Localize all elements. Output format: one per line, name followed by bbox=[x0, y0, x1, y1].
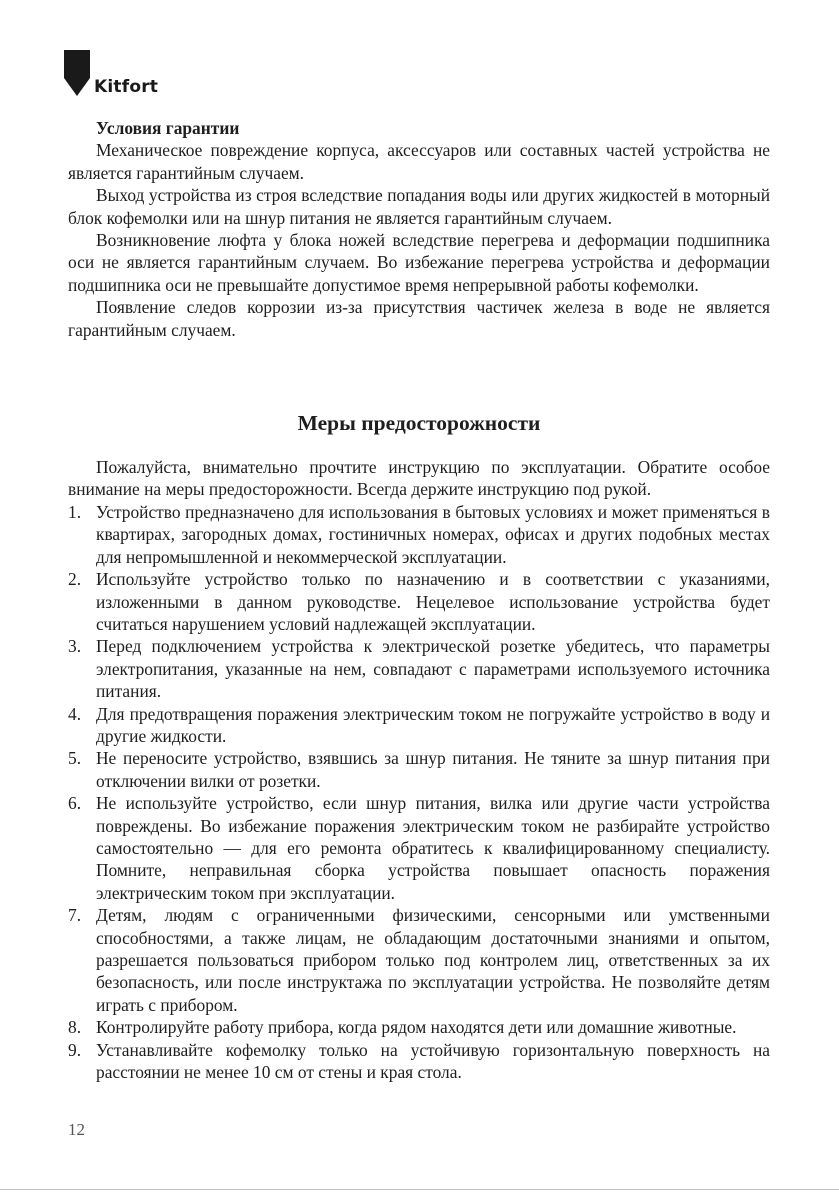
list-item bbox=[68, 568, 770, 635]
list-item bbox=[68, 635, 770, 702]
warranty-paragraph: Возникновение люфта у блока ножей вследствие перегрева и деформации подшипника оси не является гарантийным случаем. Во избежание перегрева устройства и деформации подшипника оси не превышайте допустимое время непрерывной работы кофемолки. bbox=[68, 230, 770, 295]
list-item bbox=[68, 792, 770, 904]
list-item-text: Устанавливайте кофемолку только на устойчивую горизонтальную поверхность на расстоянии не менее 10 см от стены и края стола. bbox=[96, 1039, 770, 1083]
list-item-text: Не используйте устройство, если шнур питания, вилка или другие части устройства повреждены. Во избежание поражения электрическим током не разбирайте устройство самостоятельно — для его ремонта обратитесь к квалифицированному специалисту. Помните, неправильная сборка устройства повышает опасность поражения электрическим током при эксплуатации. bbox=[96, 793, 770, 903]
precautions-title: Меры предосторожности bbox=[297, 411, 541, 436]
list-item bbox=[68, 501, 770, 568]
list-item-number: 5. bbox=[68, 748, 82, 769]
warranty-heading: Условия гарантии bbox=[96, 118, 240, 138]
list-item-text: Используйте устройство только по назначению и в соответствии с указаниями, изложенными в данном руководстве. Нецелевое использование устройства будет считаться нарушением условий надлежащей эксплуатации. bbox=[96, 569, 770, 634]
list-item-text: Детям, людям с ограниченными физическими, сенсорными или умственными способностями, а также лицам, не обладающим достаточными знаниями и опытом, разрешается пользоваться прибором только под контролем лиц, ответственных за их безопасность, или после инструктажа по эксплуатации устройства. Не позволяйте детям играть с прибором. bbox=[96, 905, 770, 1015]
precautions-intro-block bbox=[68, 456, 770, 501]
bottom-divider bbox=[0, 1189, 839, 1190]
list-item-number: 6. bbox=[68, 793, 82, 814]
list-item bbox=[68, 1016, 770, 1038]
list-item bbox=[68, 703, 770, 748]
brand-name: Kitfort bbox=[94, 77, 159, 97]
warranty-paragraph: Механическое повреждение корпуса, аксессуаров или составных частей устройства не является гарантийным случаем. bbox=[68, 140, 770, 183]
list-item bbox=[68, 747, 770, 792]
list-item bbox=[68, 904, 770, 1016]
list-item-number: 7. bbox=[68, 905, 82, 926]
page-content bbox=[68, 117, 770, 1083]
list-item-number: 1. bbox=[68, 501, 82, 522]
list-item-number: 8. bbox=[68, 1017, 82, 1038]
list-item-text: Устройство предназначено для использования в бытовых условиях и может применяться в квартирах, загородных домах, гостиничных номерах, офисах и других подобных местах для непромышленной и некоммерческой эксплуатации. bbox=[96, 501, 770, 567]
list-item bbox=[68, 1039, 770, 1084]
precautions-intro: Пожалуйста, внимательно прочтите инструкцию по эксплуатации. Обратите особое внимание на меры предосторожности. Всегда держите инструкцию под рукой. bbox=[68, 457, 770, 500]
list-item-text: Перед подключением устройства к электрической розетке убедитесь, что параметры электропитания, указанные на нем, совпадают с параметрами используемого источника питания. bbox=[96, 636, 770, 702]
list-item-number: 2. bbox=[68, 569, 82, 590]
precautions-list bbox=[68, 501, 770, 1084]
page-number: 12 bbox=[68, 1120, 85, 1139]
kitfort-logo-mark-icon bbox=[64, 50, 94, 96]
list-item-number: 4. bbox=[68, 703, 82, 724]
warranty-paragraph: Выход устройства из строя вследствие попадания воды или других жидкостей в моторный блок кофемолки или на шнур питания не является гарантийным случаем. bbox=[68, 185, 770, 228]
list-item-text: Контролируйте работу прибора, когда рядом находятся дети или домашние животные. bbox=[96, 1017, 737, 1038]
warranty-section bbox=[68, 117, 770, 341]
list-item-number: 9. bbox=[68, 1039, 82, 1060]
list-item-text: Не переносите устройство, взявшись за шнур питания. Не тяните за шнур питания при отключении вилки от розетки. bbox=[96, 748, 770, 791]
warranty-paragraph: Появление следов коррозии из-за присутствия частичек железа в воде не является гарантийным случаем. bbox=[68, 297, 770, 340]
list-item-number: 3. bbox=[68, 636, 82, 657]
list-item-text: Для предотвращения поражения электрическим током не погружайте устройство в воду и другие жидкости. bbox=[96, 703, 770, 746]
